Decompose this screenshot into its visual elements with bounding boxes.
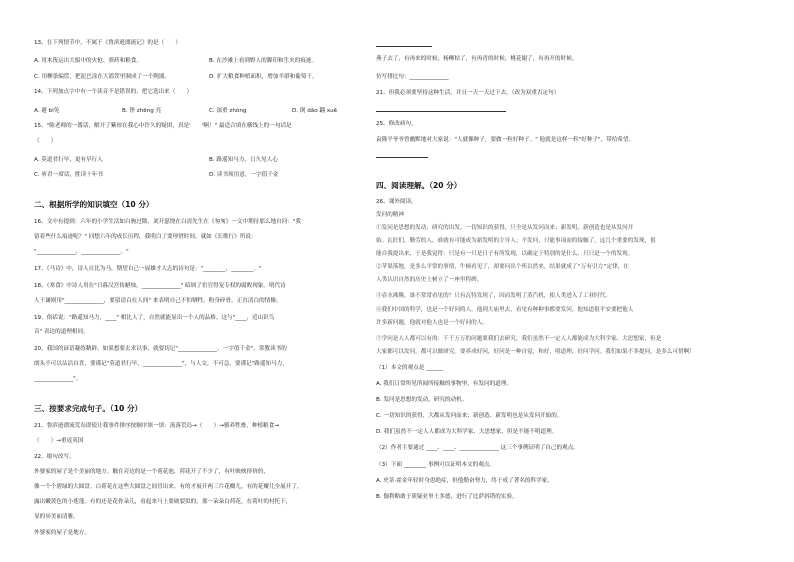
article-line-2: 始。瓦匠们，勤劳的人，谁就有可能成为新发明的主导人；不发问，只能事项而的接触了，这几个重要的发现，很	[376, 238, 656, 244]
question-20-cont: 朗头不可以沾沾自喜，要谨记"莫道君行早，______________"，与人交，不可急，要谨记"路遥知马力，	[34, 361, 288, 367]
question-18-cont: 人于谦则用"______________，要留清白在人间" 来表明自己不怕牺牲，粉身碎骨，正直清白的情操。	[34, 298, 282, 304]
parallel-rewrite: 仿写排比句：______________	[376, 74, 449, 80]
sq1-option-d: D. 我们虽然不一定人人都成为大科学家、大思想家，但是不能不明道理。	[376, 429, 558, 435]
question-16-cont: 留着些什么痕迹呢？" 回想六年的成长历程，我明白了要珍惜时间，就如《长歌行》所说：	[34, 234, 257, 240]
article-line-1: ①发问是思想的发动，研究的出发。一切知识的获得，只全是从发问而来；新发明、新创造也是从发问开	[376, 225, 634, 231]
sq3-option-a: A. 史蒂·霍金年轻时身患绝症，但他勤奋努力，终于成了著名的科学家。	[376, 478, 553, 484]
sub-question-3: （3）下面 ________ 事例可以证明本文的观点。	[376, 462, 495, 468]
parallel-sentence: 燕子去了，有再来的时候；杨柳枯了，有再青的时候；桃花谢了，有再开的时候。	[376, 56, 578, 62]
question-13: 13、在下列情节中，不属于《鲁滨逊漂流记》的是（ ）	[34, 40, 181, 46]
question-16-blank: "______________，______________。"	[34, 249, 129, 255]
question-19-cont: 音" 表达的道理相同。	[34, 329, 89, 335]
question-18: 18、《寒食》中诗人用在"日暮汉宫传蜡烛，______________" 暗讽了宦官得宠专权的腐败现象。明代诗	[34, 283, 286, 289]
answer-line	[376, 157, 428, 158]
question-21: 21、鲁滨逊漂流荒岛即使让我事件排序按顺序填一填：流落荒岛→（ ）→驯养牲畜，种植粮食→	[34, 423, 279, 429]
article-line-9: ⑤学问是人人都可以有的：千千万万的问题要我们去研究，我们虽然不一定人人都能成为大科学家、大思想家，但是	[376, 336, 662, 342]
article-title: 发问的精神	[376, 212, 404, 218]
question-15-cont: （ ）	[34, 138, 57, 144]
article-line-8: 许多新问题，他就对他人也是一个好问的人。	[376, 320, 488, 326]
passage-line-4: 显的异美丽清雅。	[34, 514, 79, 520]
answer-line	[376, 46, 432, 47]
sq1-option-b: B. 发问是思想的发动，研究的动机。	[376, 397, 468, 403]
q13-option-a: A. 用木筏运出大船中的火枪、弹药和粮食。	[34, 58, 142, 64]
question-17: 17、《马诗》中，诗人自比为马，期望自己一展雄才大志的诗句是："________，________。"	[34, 266, 262, 272]
question-21-cont: （ ）→重返英国	[34, 438, 84, 444]
question-16: 16、文中有提到：六年的小学生活如白驹过隙，刘开瑟饶在白清先生在《匆匆》一文中期待那么地自问："我	[34, 219, 302, 225]
q15-option-a: A. 莫道君行早，更有早行人	[34, 157, 103, 163]
question-14: 14、下列加点字中有一个读音不是错误的，把它选出来（ ）	[34, 89, 193, 95]
sq1-option-a: A. 我们日常所见所闻所接触的事物里，有发问的道理。	[376, 381, 512, 387]
passage-line-2: 像一个个碧绿的大圆盘。白荷花在这些大圆盘之间冒出来。有的才展开两三片花瓣儿，有的花瓣儿全展开了，	[34, 484, 303, 490]
answer-line	[376, 111, 506, 112]
sub-question-1: （1）本文的观点是 ______	[376, 365, 443, 371]
article-line-6: ③壶水沸腾，谁不常常看见的？只有瓦特发现了，因而发明了蒸汽机，使人类进入了工业时代。	[376, 293, 611, 299]
q15-option-d: D. 读书须用意，一字值千金	[209, 172, 279, 178]
q13-option-c: C. 用柳条编筐，把泥巴涂在大篮筐里制成了一个陶器。	[34, 74, 171, 80]
article-line-10: 大家都可以发问，都可以做研究。要养成好问，好问是一种自觉，和好，明道理，好问学问。我们如果不多提问，是多么可惜啊！	[376, 349, 695, 355]
article-line-4: ②苹果落地，是多么平常的事情，牛顿看见了，却要问出个所以然来，结果就成了"万有引力"定律，在	[376, 264, 629, 270]
section-3-heading: 三、按要求完成句子。（10 分）	[34, 404, 143, 413]
question-20: 20、我国的谚语凝练精辟，如果想要去求以事，就要切记"______________，一字值千金"。常教读书的	[34, 346, 287, 352]
question-26: 26、课外阅读。	[376, 199, 417, 205]
q15-option-c: C. 听君一席话，胜读十年书	[34, 172, 103, 178]
passage-line-1: 外婆家的屋子是个美丽的地方。触在旁边的是一个荷花池，荷花开了不少了，有叶映映挤挤的，	[34, 469, 269, 475]
sub-question-2: （2）作者主要通过 ____、____、______________ 这三个事例证明了自己的观点。	[376, 445, 579, 451]
q14-option-d: D. 倒 dǎo 翻 xuě	[292, 108, 338, 114]
passage-line-3: 露出嫩黄色的小莲蓬。有的还是花骨朵儿，看起来马上要破裂似的。那一朵朵白荷花，在荷叶的衬托下，	[34, 499, 292, 505]
q13-option-b: B. 在沙滩上看到野人的脚印和生火的痕迹。	[209, 58, 318, 64]
q14-option-a: A. 避 bì免	[34, 108, 60, 114]
sq3-option-b: B. 伽利略敢于质疑亚里士多德，进行了比萨斜塔的实验。	[376, 494, 518, 500]
q13-option-d: D. 扩大粮食种植面积，增加羊群和葡萄干。	[209, 74, 318, 80]
question-19: 19、俗话说："路遥知马力，____" 相比人了，自然就能显出一个人的品格。这与"____，近山识鸟	[34, 315, 275, 321]
q14-option-b: B. 铮 zhēng 亮	[122, 108, 162, 114]
question-15: 15、"陈老师的一番话，解开了紫琼在我心中许久的疑团，真是' '啊！" 最适合填在横线上的一句话是	[34, 123, 292, 129]
sick-sentence: 袁隆平爷爷曾幽默地对大家说："人就像种子，要做一粒好种子。" 他就是这样一粒"好种子"，带给希望。	[376, 137, 635, 143]
question-25: 25、修改病句。	[376, 121, 417, 127]
q14-option-c: C. 深重 zhòng	[209, 108, 247, 114]
q15-option-b: B. 路遥知马力，日久见人心	[209, 157, 278, 163]
section-2-heading: 二、根据所学的知识填空（10 分）	[34, 200, 154, 209]
question-22: 22、缩句改写。	[34, 454, 75, 460]
article-line-7: ④我们中国的科学，也是一个好问的人。他到大庙里去，看见有种种事都要发问。他知道很平安要把他人	[376, 307, 634, 313]
article-line-5: 人类认识自然的历史上树立了一座里程碑。	[376, 277, 483, 283]
article-line-3: 能自我提出来，于是我觉得：只是有一只是日子有所发现，以确定于特别的是什么，只只是一个的发现。	[376, 251, 634, 257]
question-20-blank: ______________"。	[34, 376, 82, 382]
passage-rewrite: 外婆家的屋子是地方。	[34, 530, 90, 536]
question-21-right: 21、但我必须要坚持这种生活，并且一天一天过下去。（改为双重否定句）	[376, 90, 560, 96]
sq1-option-c: C. 一切知识的获得，大都从发问而来；新创造、新发明也是从发问开始的。	[376, 413, 563, 419]
section-4-heading: 四、阅读理解。（20 分）	[376, 181, 462, 190]
